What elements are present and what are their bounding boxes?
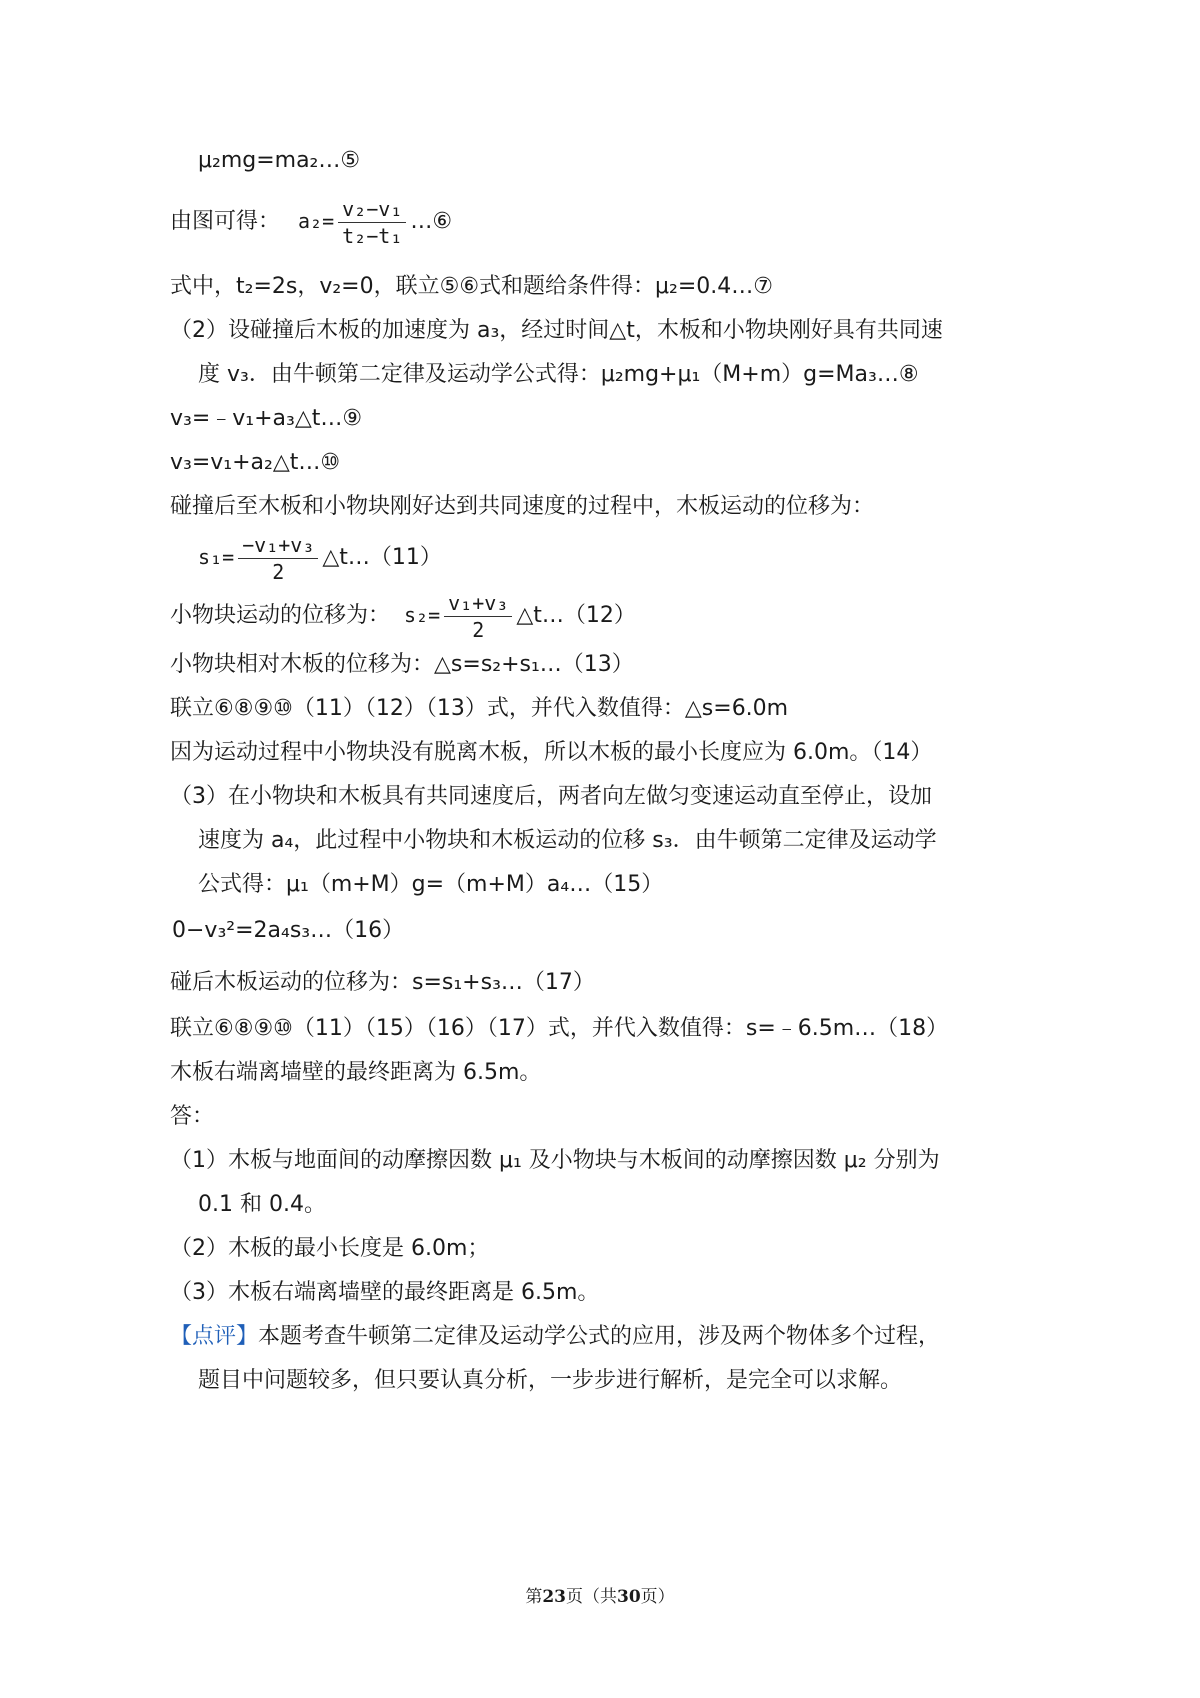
text-line: 木板右端离墙壁的最终距离为 6.5m。	[170, 1060, 542, 1085]
answer-heading: 答：	[170, 1104, 215, 1129]
fraction-numerator: v₂−v₁	[338, 197, 406, 223]
comment-line	[170, 1322, 940, 1352]
fraction	[238, 533, 318, 584]
fraction	[338, 197, 406, 248]
answer-item-1: （1）木板与地面间的动摩擦因数 μ₁ 及小物块与木板间的动摩擦因数 μ₂ 分别为	[170, 1148, 940, 1173]
text-line: （2）设碰撞后木板的加速度为 a₃，经过时间△t，木板和小物块刚好具有共同速	[170, 318, 943, 343]
equation-line-6	[170, 188, 452, 254]
answer-item-1-cont: 0.1 和 0.4。	[198, 1192, 326, 1217]
text-fragment: …⑥	[410, 209, 453, 234]
answer-item-3: （3）木板右端离墙壁的最终距离是 6.5m。	[170, 1280, 600, 1305]
text-line: 联立⑥⑧⑨⑩（11）（12）（13）式，并代入数值得：△s=6.0m	[170, 696, 789, 721]
comment-tag: 【点评】	[170, 1324, 259, 1349]
text-line: 碰撞后至木板和小物块刚好达到共同速度的过程中，木板运动的位移为：	[170, 494, 875, 519]
text-line: 式中，t₂=2s，v₂=0，联立⑤⑥式和题给条件得：μ₂=0.4…⑦	[170, 274, 774, 299]
equation-line-10: v₃=v₁+a₂△t…⑩	[170, 450, 341, 475]
text-line: 因为运动过程中小物块没有脱离木板，所以木板的最小长度应为 6.0m。（14）	[170, 740, 933, 765]
text-line: 公式得：μ₁（m+M）g=（m+M）a₄…（15）	[198, 872, 664, 897]
equation-line-16: 0−v₃²=2a₄s₃…（16）	[172, 918, 405, 943]
page-footer	[0, 1582, 1200, 1607]
text-line: （3）在小物块和木板具有共同速度后，两者向左做匀变速运动直至停止，设加	[170, 784, 932, 809]
text-fragment: 由图可得：	[170, 209, 281, 234]
comment-line-cont: 题目中问题较多，但只要认真分析，一步步进行解析，是完全可以求解。	[198, 1368, 903, 1393]
text-fragment: 小物块运动的位移为：	[170, 603, 391, 628]
text-fragment: △t…（12）	[516, 603, 636, 628]
text-line: 度 v₃．由牛顿第二定律及运动学公式得：μ₂mg+μ₁（M+m）g=Ma₃…⑧	[198, 362, 919, 387]
text-line: 碰后木板运动的位移为：s=s₁+s₃…（17）	[170, 970, 595, 995]
footer-prefix: 第	[525, 1587, 543, 1607]
text-line: 联立⑥⑧⑨⑩（11）（15）（16）（17）式，并代入数值得：s=﹣6.5m…（18）	[170, 1016, 949, 1041]
comment-text: 本题考查牛顿第二定律及运动学公式的应用，涉及两个物体多个过程，	[258, 1324, 941, 1349]
math-fragment: s₁=	[198, 545, 235, 569]
equation-line-5: μ₂mg=ma₂…⑤	[198, 148, 361, 173]
equation-line-12	[170, 586, 636, 644]
text-fragment: △t…（11）	[322, 545, 442, 570]
fraction-denominator: 2	[472, 617, 485, 642]
footer-suffix: 页）	[640, 1587, 675, 1607]
fraction-numerator: −v₁+v₃	[238, 533, 318, 559]
answer-item-2: （2）木板的最小长度是 6.0m；	[170, 1236, 490, 1261]
fraction	[444, 591, 512, 642]
text-line: 速度为 a₄，此过程中小物块和木板运动的位移 s₃．由牛顿第二定律及运动学	[198, 828, 937, 853]
page-total: 30	[617, 1587, 641, 1607]
equation-line-9: v₃=﹣v₁+a₃△t…⑨	[170, 406, 363, 431]
footer-mid: 页（共	[566, 1587, 617, 1607]
math-fragment: s₂=	[404, 603, 441, 627]
page-number: 23	[542, 1587, 566, 1607]
math-fragment: a₂=	[298, 209, 335, 233]
fraction-numerator: v₁+v₃	[444, 591, 512, 617]
text-line: 小物块相对木板的位移为：△s=s₂+s₁…（13）	[170, 652, 634, 677]
fraction-denominator: 2	[272, 559, 285, 584]
fraction-denominator: t₂−t₁	[342, 223, 403, 248]
equation-line-11	[198, 528, 442, 586]
